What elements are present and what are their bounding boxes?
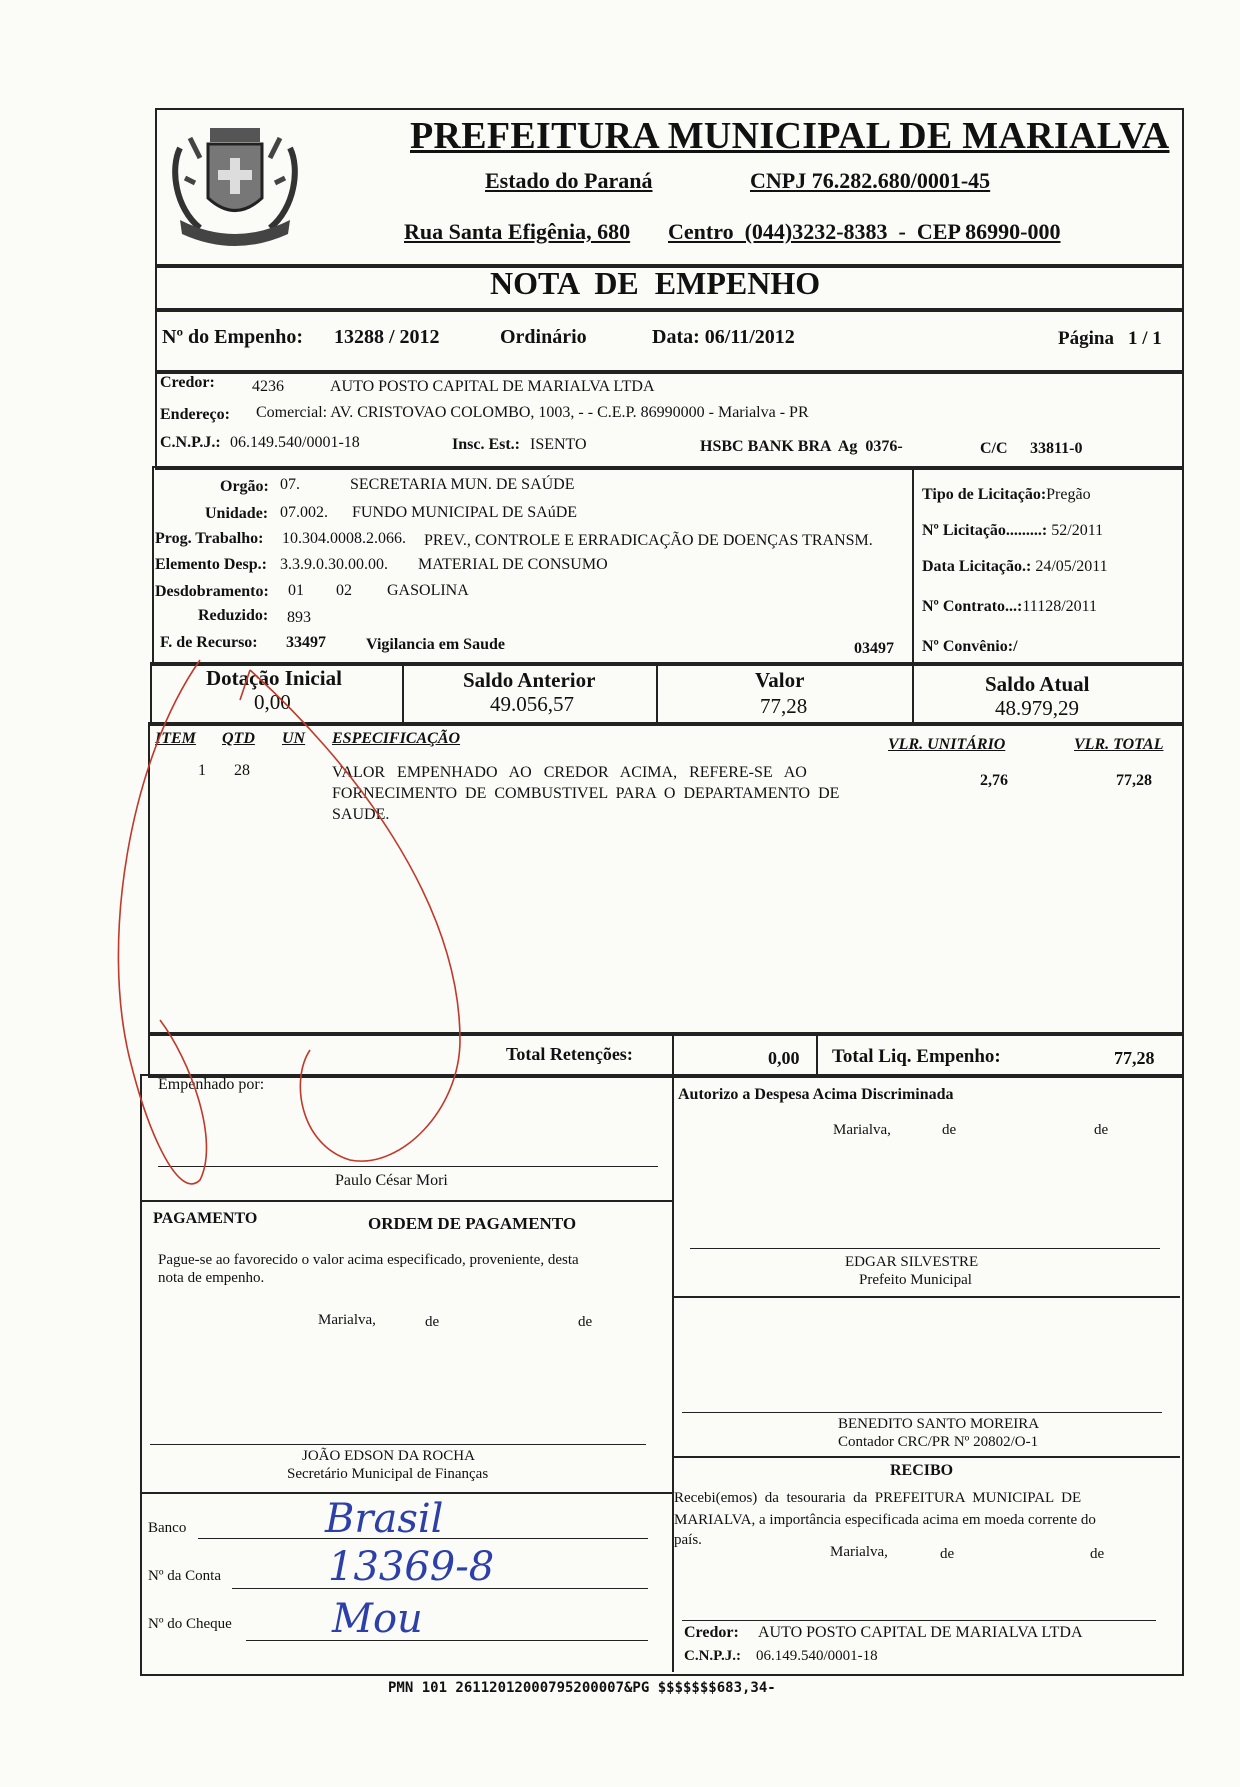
licitacao-num-label: Nº Licitação.........: 52/2011 <box>922 522 1104 539</box>
item-spec-line-1: VALOR EMPENHADO AO CREDOR ACIMA, REFERE-SE AO <box>332 764 807 781</box>
recibo-line-3: país. <box>674 1532 702 1548</box>
licitacao-type-label: Tipo de Licitação:Pregão <box>922 486 1091 503</box>
items-header-spec: ESPECIFICAÇÃO <box>332 730 461 747</box>
prog-label: Prog. Trabalho: <box>155 530 264 547</box>
page-value: 1 / 1 <box>1128 328 1162 349</box>
pagamento-de-2: de <box>578 1314 593 1330</box>
credor-cnpj: 06.149.540/0001-18 <box>230 434 360 451</box>
autorizo-title: Autorizo a Despesa Acima Discriminada <box>678 1086 954 1103</box>
item-number: 1 <box>198 762 206 779</box>
orgao-name: SECRETARIA MUN. DE SAÚDE <box>350 476 575 493</box>
signatures-center-divider <box>672 1074 674 1672</box>
recibo-city: Marialva, <box>830 1544 888 1560</box>
pagamento-bottom <box>142 1492 672 1494</box>
pagamento-name: JOÃO EDSON DA ROCHA <box>302 1448 475 1464</box>
recibo-de-2: de <box>1090 1546 1105 1562</box>
pagamento-signature-line <box>150 1444 646 1445</box>
empenho-date: Data: 06/11/2012 <box>652 326 795 348</box>
liquido-value: 77,28 <box>1114 1048 1155 1068</box>
footer-code: PMN 101 26112012000795200007&PG $$$$$$$683,34- <box>388 1680 776 1696</box>
convenio-label: Nº Convênio:/ <box>922 638 1018 655</box>
credor-cc: 33811-0 <box>1030 440 1083 457</box>
contador-role: Contador CRC/PR Nº 20802/O-1 <box>838 1434 1039 1450</box>
contador-name: BENEDITO SANTO MOREIRA <box>838 1416 1040 1432</box>
autorizo-city: Marialva, <box>833 1122 891 1138</box>
item-unit-value: 2,76 <box>980 772 1008 789</box>
item-qtd: 28 <box>234 762 250 779</box>
recibo-line-1: Recebi(emos) da tesouraria da PREFEITURA MUNICIPAL DE <box>674 1490 1082 1506</box>
autorizo-de-1: de <box>942 1122 957 1138</box>
item-spec-line-3: SAUDE. <box>332 806 390 823</box>
page-label: Página <box>1058 328 1114 349</box>
licitacao-date: 24/05/2011 <box>1035 558 1108 575</box>
prog-name: PREV., CONTROLE E ERRADICAÇÃO DE DOENÇAS TRANSM. <box>424 532 873 549</box>
contador-bottom <box>672 1456 1180 1458</box>
header-street: Rua Santa Efigênia, 680 <box>404 219 631 244</box>
empenhado-name: Paulo César Mori <box>335 1172 448 1189</box>
credor-label: Credor: <box>160 374 215 391</box>
header-state: Estado do Paraná <box>485 168 653 193</box>
pagamento-title: ORDEM DE PAGAMENTO <box>368 1214 577 1233</box>
items-header-qtd: QTD <box>222 730 255 747</box>
valor-label: Valor <box>755 668 805 692</box>
credor-cc-label: C/C <box>980 440 1008 457</box>
desdobramento-b: 02 <box>336 582 352 599</box>
licitacao-date-label: Data Licitação.: 24/05/2011 <box>922 558 1108 575</box>
autorizo-bottom <box>672 1296 1180 1298</box>
recurso-label: F. de Recurso: <box>160 634 258 651</box>
empenhado-label: Empenhado por: <box>158 1076 265 1093</box>
dotacao-label: Dotação Inicial <box>206 666 342 690</box>
autorizo-signature-line <box>690 1248 1160 1249</box>
retencoes-label: Total Retenções: <box>506 1044 633 1064</box>
item-total-value: 77,28 <box>1116 772 1152 789</box>
pagamento-text-line-1: Pague-se ao favorecido o valor acima especificado, proveniente, desta <box>158 1252 579 1268</box>
header-cnpj: CNPJ 76.282.680/0001-45 <box>750 168 991 193</box>
pagamento-label: PAGAMENTO <box>153 1210 258 1227</box>
empenho-number-label: Nº do Empenho: <box>162 326 304 348</box>
totals-divider-1 <box>672 1034 674 1074</box>
banco-label: Banco <box>148 1520 187 1536</box>
recurso-name: Vigilancia em Saude <box>366 636 505 653</box>
item-spec-line-2: FORNECIMENTO DE COMBUSTIVEL PARA O DEPARTAMENTO DE <box>332 785 840 802</box>
reduzido-label: Reduzido: <box>198 607 269 624</box>
items-header-item: ITEM <box>155 730 196 747</box>
pagamento-city: Marialva, <box>318 1312 376 1328</box>
recurso-right-code: 03497 <box>854 640 894 657</box>
recibo-line-2: MARIALVA, a importância especificada acima em moeda corrente do <box>674 1512 1096 1528</box>
saldo-atual-label: Saldo Atual <box>985 672 1090 696</box>
recibo-signature-line <box>682 1620 1156 1621</box>
contrato-label: Nº Contrato...:11128/2011 <box>922 598 1098 615</box>
balances-divider-2 <box>656 664 658 722</box>
valor-value: 77,28 <box>760 694 808 718</box>
autorizo-role: Prefeito Municipal <box>859 1272 972 1288</box>
credor-insc: ISENTO <box>530 436 587 453</box>
banco-handwriting: Brasil <box>325 1496 444 1542</box>
prog-code: 10.304.0008.2.066. <box>282 530 406 547</box>
recibo-de-1: de <box>940 1546 955 1562</box>
unidade-code: 07.002. <box>280 504 328 521</box>
credor-address: Comercial: AV. CRISTOVAO COLOMBO, 1003, - - C.E.P. 86990000 - Marialva - PR <box>256 404 809 421</box>
saldo-anterior-value: 49.056,57 <box>490 692 574 716</box>
budget-divider <box>912 468 914 662</box>
credor-code: 4236 <box>252 378 284 395</box>
contrato-value: 11128/2011 <box>1022 598 1098 615</box>
credor-cnpj-label: C.N.P.J.: <box>160 434 221 451</box>
licitacao-type: Pregão <box>1046 486 1091 503</box>
unidade-label: Unidade: <box>205 505 269 522</box>
elemento-label: Elemento Desp.: <box>155 556 267 573</box>
autorizo-name: EDGAR SILVESTRE <box>845 1254 979 1270</box>
desdobramento-name: GASOLINA <box>387 582 469 599</box>
pagamento-role: Secretário Municipal de Finanças <box>287 1466 489 1482</box>
empenho-type: Ordinário <box>500 326 587 348</box>
recibo-cnpj-label: C.N.P.J.: <box>684 1648 741 1664</box>
recurso-code: 33497 <box>286 634 326 651</box>
saldo-anterior-label: Saldo Anterior <box>463 668 596 692</box>
recibo-title: RECIBO <box>890 1462 954 1479</box>
cheque-line <box>246 1640 648 1641</box>
unidade-name: FUNDO MUNICIPAL DE SAúDE <box>352 504 578 521</box>
empenho-number: 13288 / 2012 <box>334 326 440 348</box>
cheque-label: Nº do Cheque <box>148 1616 232 1632</box>
header-title: PREFEITURA MUNICIPAL DE MARIALVA <box>410 115 1170 157</box>
orgao-label: Orgão: <box>220 478 269 495</box>
pagamento-de-1: de <box>425 1314 440 1330</box>
saldo-atual-value: 48.979,29 <box>995 696 1079 720</box>
balances-divider-3 <box>912 664 914 722</box>
items-header-total: VLR. TOTAL <box>1074 736 1164 753</box>
header-address: Centro (044)3232-8383 - CEP 86990-000 <box>668 219 1061 244</box>
credor-name: AUTO POSTO CAPITAL DE MARIALVA LTDA <box>330 378 655 395</box>
doc-title: NOTA DE EMPENHO <box>490 265 821 301</box>
credor-bank: HSBC BANK BRA Ag 0376- <box>700 438 903 455</box>
orgao-code: 07. <box>280 476 300 493</box>
retencoes-value: 0,00 <box>768 1048 800 1068</box>
recibo-cnpj: 06.149.540/0001-18 <box>756 1648 878 1664</box>
dotacao-value: 0,00 <box>254 690 291 714</box>
autorizo-de-2: de <box>1094 1122 1109 1138</box>
coat-of-arms-logo <box>160 108 310 258</box>
liquido-label: Total Liq. Empenho: <box>832 1046 1001 1067</box>
licitacao-num: 52/2011 <box>1051 522 1104 539</box>
credor-address-label: Endereço: <box>160 406 230 423</box>
empenhado-bottom <box>142 1200 672 1202</box>
totals-divider-2 <box>816 1034 818 1074</box>
desdobramento-a: 01 <box>288 582 304 599</box>
items-header-un: UN <box>282 730 306 747</box>
pagamento-text-line-2: nota de empenho. <box>158 1270 265 1286</box>
conta-handwriting: 13369-8 <box>328 1544 495 1590</box>
conta-label: Nº da Conta <box>148 1568 221 1584</box>
cheque-handwriting: Mou <box>332 1596 423 1642</box>
elemento-name: MATERIAL DE CONSUMO <box>418 556 608 573</box>
items-header-unit: VLR. UNITÁRIO <box>888 736 1006 753</box>
red-signature-mark <box>100 640 520 1200</box>
recibo-credor: AUTO POSTO CAPITAL DE MARIALVA LTDA <box>758 1624 1083 1641</box>
contador-signature-line <box>682 1412 1162 1413</box>
credor-insc-label: Insc. Est.: <box>452 436 521 453</box>
recibo-credor-label: Credor: <box>684 1624 739 1641</box>
desdobramento-label: Desdobramento: <box>155 583 269 600</box>
elemento-code: 3.3.9.0.30.00.00. <box>280 556 388 573</box>
reduzido-value: 893 <box>287 609 311 626</box>
